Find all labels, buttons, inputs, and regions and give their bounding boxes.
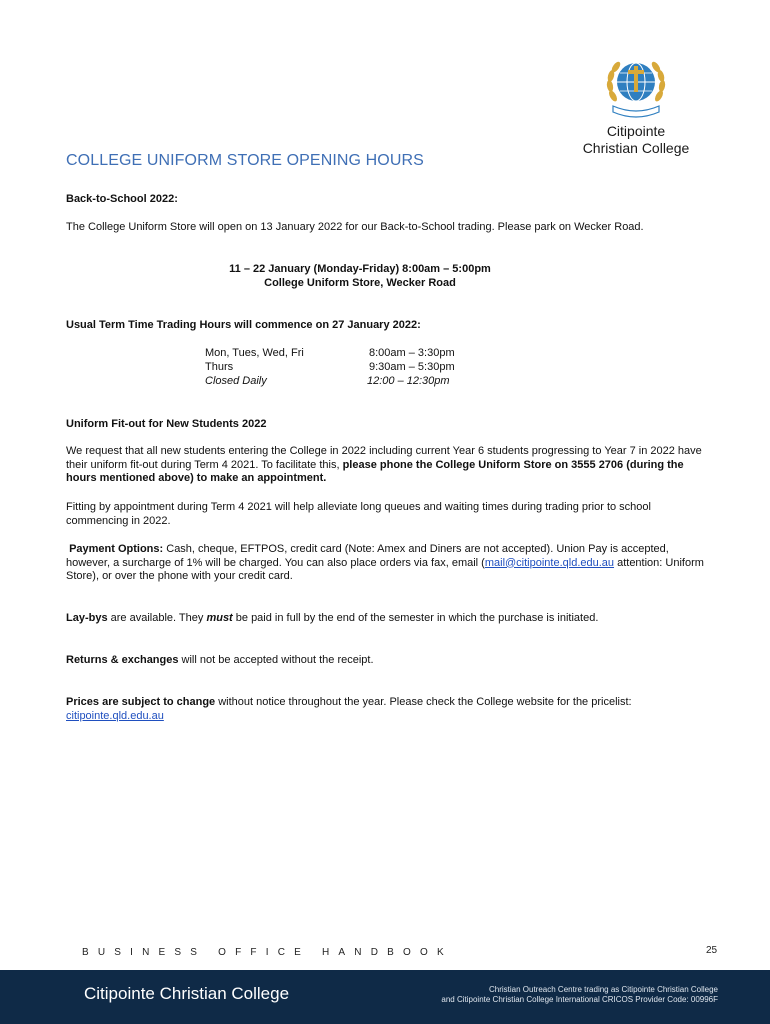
payment-text-b: attention: Uniform Store), or over the phone with your credit card. <box>66 556 704 582</box>
payment-text-a: Cash, cheque, EFTPOS, credit card (Note: Amex and Diners are not accepted). Union Pay is accepted, however, a surcharge of 1% will be charged. You can also place orders via fax, email ( <box>66 543 669 569</box>
back-to-school-dates: 11 – 22 January (Monday-Friday) 8:00am – 5:00pm <box>229 263 491 275</box>
hours-row <box>205 375 505 389</box>
fitout-heading: Uniform Fit-out for New Students 2022 <box>66 418 267 430</box>
back-to-school-heading: Back-to-School 2022: <box>66 193 178 205</box>
college-crest-icon <box>601 52 671 122</box>
page-number: 25 <box>706 945 718 956</box>
returns-paragraph <box>66 654 706 668</box>
footer-bar <box>0 970 770 1024</box>
laybys-emph: must <box>206 612 233 624</box>
logo-name-line2: Christian College <box>582 140 690 156</box>
fitout-body2: Fitting by appointment during Term 4 2021 will help alleviate long queues and waiting times during trading prior to school commencing in 2022. <box>66 501 651 527</box>
payment-label: Payment Options: <box>69 543 164 555</box>
hours-time: 12:00 – 12:30pm <box>367 375 450 387</box>
prices-paragraph <box>66 696 696 723</box>
logo-name-line1: Citipointe <box>606 123 666 139</box>
handbook-label: BUSINESS OFFICE HANDBOOK <box>82 947 453 958</box>
fitout-body <box>66 445 706 486</box>
college-logo <box>570 52 702 156</box>
hours-time: 9:30am – 5:30pm <box>369 361 455 373</box>
laybys-label: Lay-bys <box>66 612 108 624</box>
prices-label: Prices are subject to change <box>66 696 216 708</box>
hours-row <box>205 347 505 361</box>
hours-days: Thurs <box>205 361 234 373</box>
term-hours-table <box>205 347 505 389</box>
footer-brand: Citipointe Christian College <box>84 984 290 1003</box>
fitout-body-text: We request that all new students entering the College in 2022 including current Year 6 students progressing to Year 7 in 2022 have their uniform fit-out during Term 4 2021. To facilitate this, <box>66 445 702 471</box>
page-title: COLLEGE UNIFORM STORE OPENING HOURS <box>66 152 424 169</box>
term-hours-heading: Usual Term Time Trading Hours will commence on 27 January 2022: <box>66 319 421 331</box>
hours-days: Closed Daily <box>205 375 267 387</box>
payment-paragraph <box>66 543 706 584</box>
hours-row <box>205 361 505 375</box>
footer-legal-line2: and Citipointe Christian College International CRICOS Provider Code: 00996F <box>441 995 718 1004</box>
laybys-text-a: are available. They <box>107 612 207 624</box>
hours-time: 8:00am – 3:30pm <box>369 347 455 359</box>
footer-legal-line1: Christian Outreach Centre trading as Citipointe Christian College <box>489 985 718 994</box>
laybys-text-b: be paid in full by the end of the semester in which the purchase is initiated. <box>232 612 599 624</box>
email-link[interactable]: mail@citipointe.qld.edu.au <box>484 556 615 569</box>
returns-text: will not be accepted without the receipt. <box>178 654 374 666</box>
laybys-paragraph <box>66 612 706 626</box>
website-link[interactable]: citipointe.qld.edu.au <box>66 709 164 722</box>
footer-legal <box>441 985 718 1005</box>
back-to-school-body: The College Uniform Store will open on 13 January 2022 for our Back-to-School trading. Please park on Wecker Road. <box>66 221 644 233</box>
back-to-school-location: College Uniform Store, Wecker Road <box>264 277 456 289</box>
fitout-body-bold: please phone the College Uniform Store on 3555 2706 (during the hours mentioned above) to make an appointment. <box>66 458 684 484</box>
prices-text: without notice throughout the year. Please check the College website for the pricelist: <box>215 696 632 708</box>
returns-label: Returns & exchanges <box>66 654 179 666</box>
hours-days: Mon, Tues, Wed, Fri <box>205 347 304 359</box>
